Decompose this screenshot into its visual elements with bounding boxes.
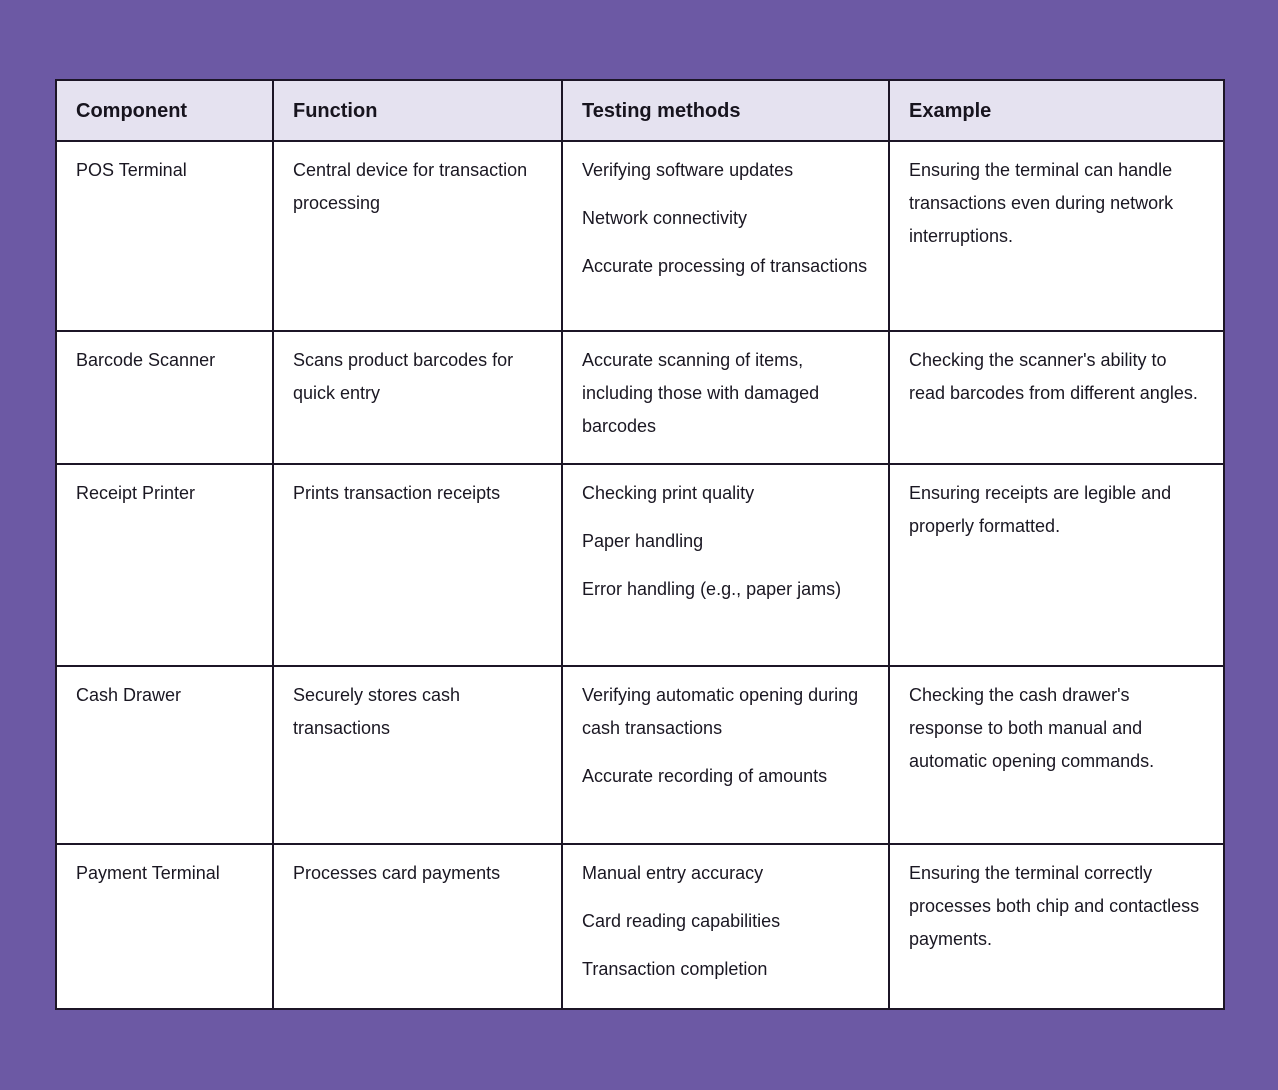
cell-testing-methods <box>562 331 889 464</box>
testing-method-item: Error handling (e.g., paper jams) <box>582 579 842 599</box>
cell-function <box>273 331 562 464</box>
testing-method-item: Paper handling <box>582 531 704 551</box>
cell-function <box>273 464 562 666</box>
example-text: Checking the cash drawer's response to both manual and automatic opening commands. <box>909 685 1155 771</box>
cell-component <box>56 464 273 666</box>
component-name: POS Terminal <box>76 160 187 180</box>
testing-method-item: Network connectivity <box>582 208 748 228</box>
cell-function <box>273 666 562 844</box>
header-row <box>56 80 1224 141</box>
cell-example <box>889 666 1224 844</box>
component-name: Cash Drawer <box>76 685 182 705</box>
cell-testing-methods <box>562 844 889 1009</box>
example-text: Ensuring receipts are legible and properly formatted. <box>909 483 1172 536</box>
column-header-label: Testing methods <box>582 100 741 122</box>
table-row-payment-terminal <box>56 844 1224 1009</box>
cell-example <box>889 844 1224 1009</box>
example-text: Ensuring the terminal can handle transactions even during network interruptions. <box>909 160 1174 246</box>
cell-testing-methods <box>562 141 889 331</box>
testing-method-item: Verifying automatic opening during cash transactions <box>582 685 859 738</box>
cell-example <box>889 464 1224 666</box>
cell-function <box>273 141 562 331</box>
example-text: Ensuring the terminal correctly processes both chip and contactless payments. <box>909 863 1200 949</box>
function-text: Securely stores cash transactions <box>293 685 461 738</box>
table-row-cash-drawer <box>56 666 1224 844</box>
function-text: Central device for transaction processing <box>293 160 528 213</box>
function-text: Processes card payments <box>293 863 501 883</box>
testing-method-item: Accurate processing of transactions <box>582 256 868 276</box>
example-text: Checking the scanner's ability to read barcodes from different angles. <box>909 350 1198 403</box>
column-header-testing-methods <box>562 80 889 141</box>
cell-example <box>889 141 1224 331</box>
testing-method-item: Accurate recording of amounts <box>582 766 828 786</box>
testing-method-item: Manual entry accuracy <box>582 863 764 883</box>
column-header-component <box>56 80 273 141</box>
column-header-label: Example <box>909 100 992 122</box>
cell-function <box>273 844 562 1009</box>
component-name: Payment Terminal <box>76 863 220 883</box>
cell-component <box>56 141 273 331</box>
component-name: Barcode Scanner <box>76 350 216 370</box>
function-text: Scans product barcodes for quick entry <box>293 350 514 403</box>
cell-example <box>889 331 1224 464</box>
cell-component <box>56 331 273 464</box>
testing-method-item: Checking print quality <box>582 483 755 503</box>
function-text: Prints transaction receipts <box>293 483 501 503</box>
column-header-example <box>889 80 1224 141</box>
column-header-function <box>273 80 562 141</box>
table-row-pos-terminal <box>56 141 1224 331</box>
cell-testing-methods <box>562 464 889 666</box>
pos-components-table <box>55 79 1225 1010</box>
cell-testing-methods <box>562 666 889 844</box>
component-name: Receipt Printer <box>76 483 196 503</box>
column-header-label: Component <box>76 100 188 122</box>
testing-method-item: Card reading capabilities <box>582 911 781 931</box>
table-row-barcode-scanner <box>56 331 1224 464</box>
cell-component <box>56 666 273 844</box>
testing-method-item: Accurate scanning of items, including those with damaged barcodes <box>582 350 820 436</box>
column-header-label: Function <box>293 100 378 122</box>
testing-method-item: Verifying software updates <box>582 160 794 180</box>
testing-method-item: Transaction completion <box>582 959 768 979</box>
cell-component <box>56 844 273 1009</box>
table-row-receipt-printer <box>56 464 1224 666</box>
